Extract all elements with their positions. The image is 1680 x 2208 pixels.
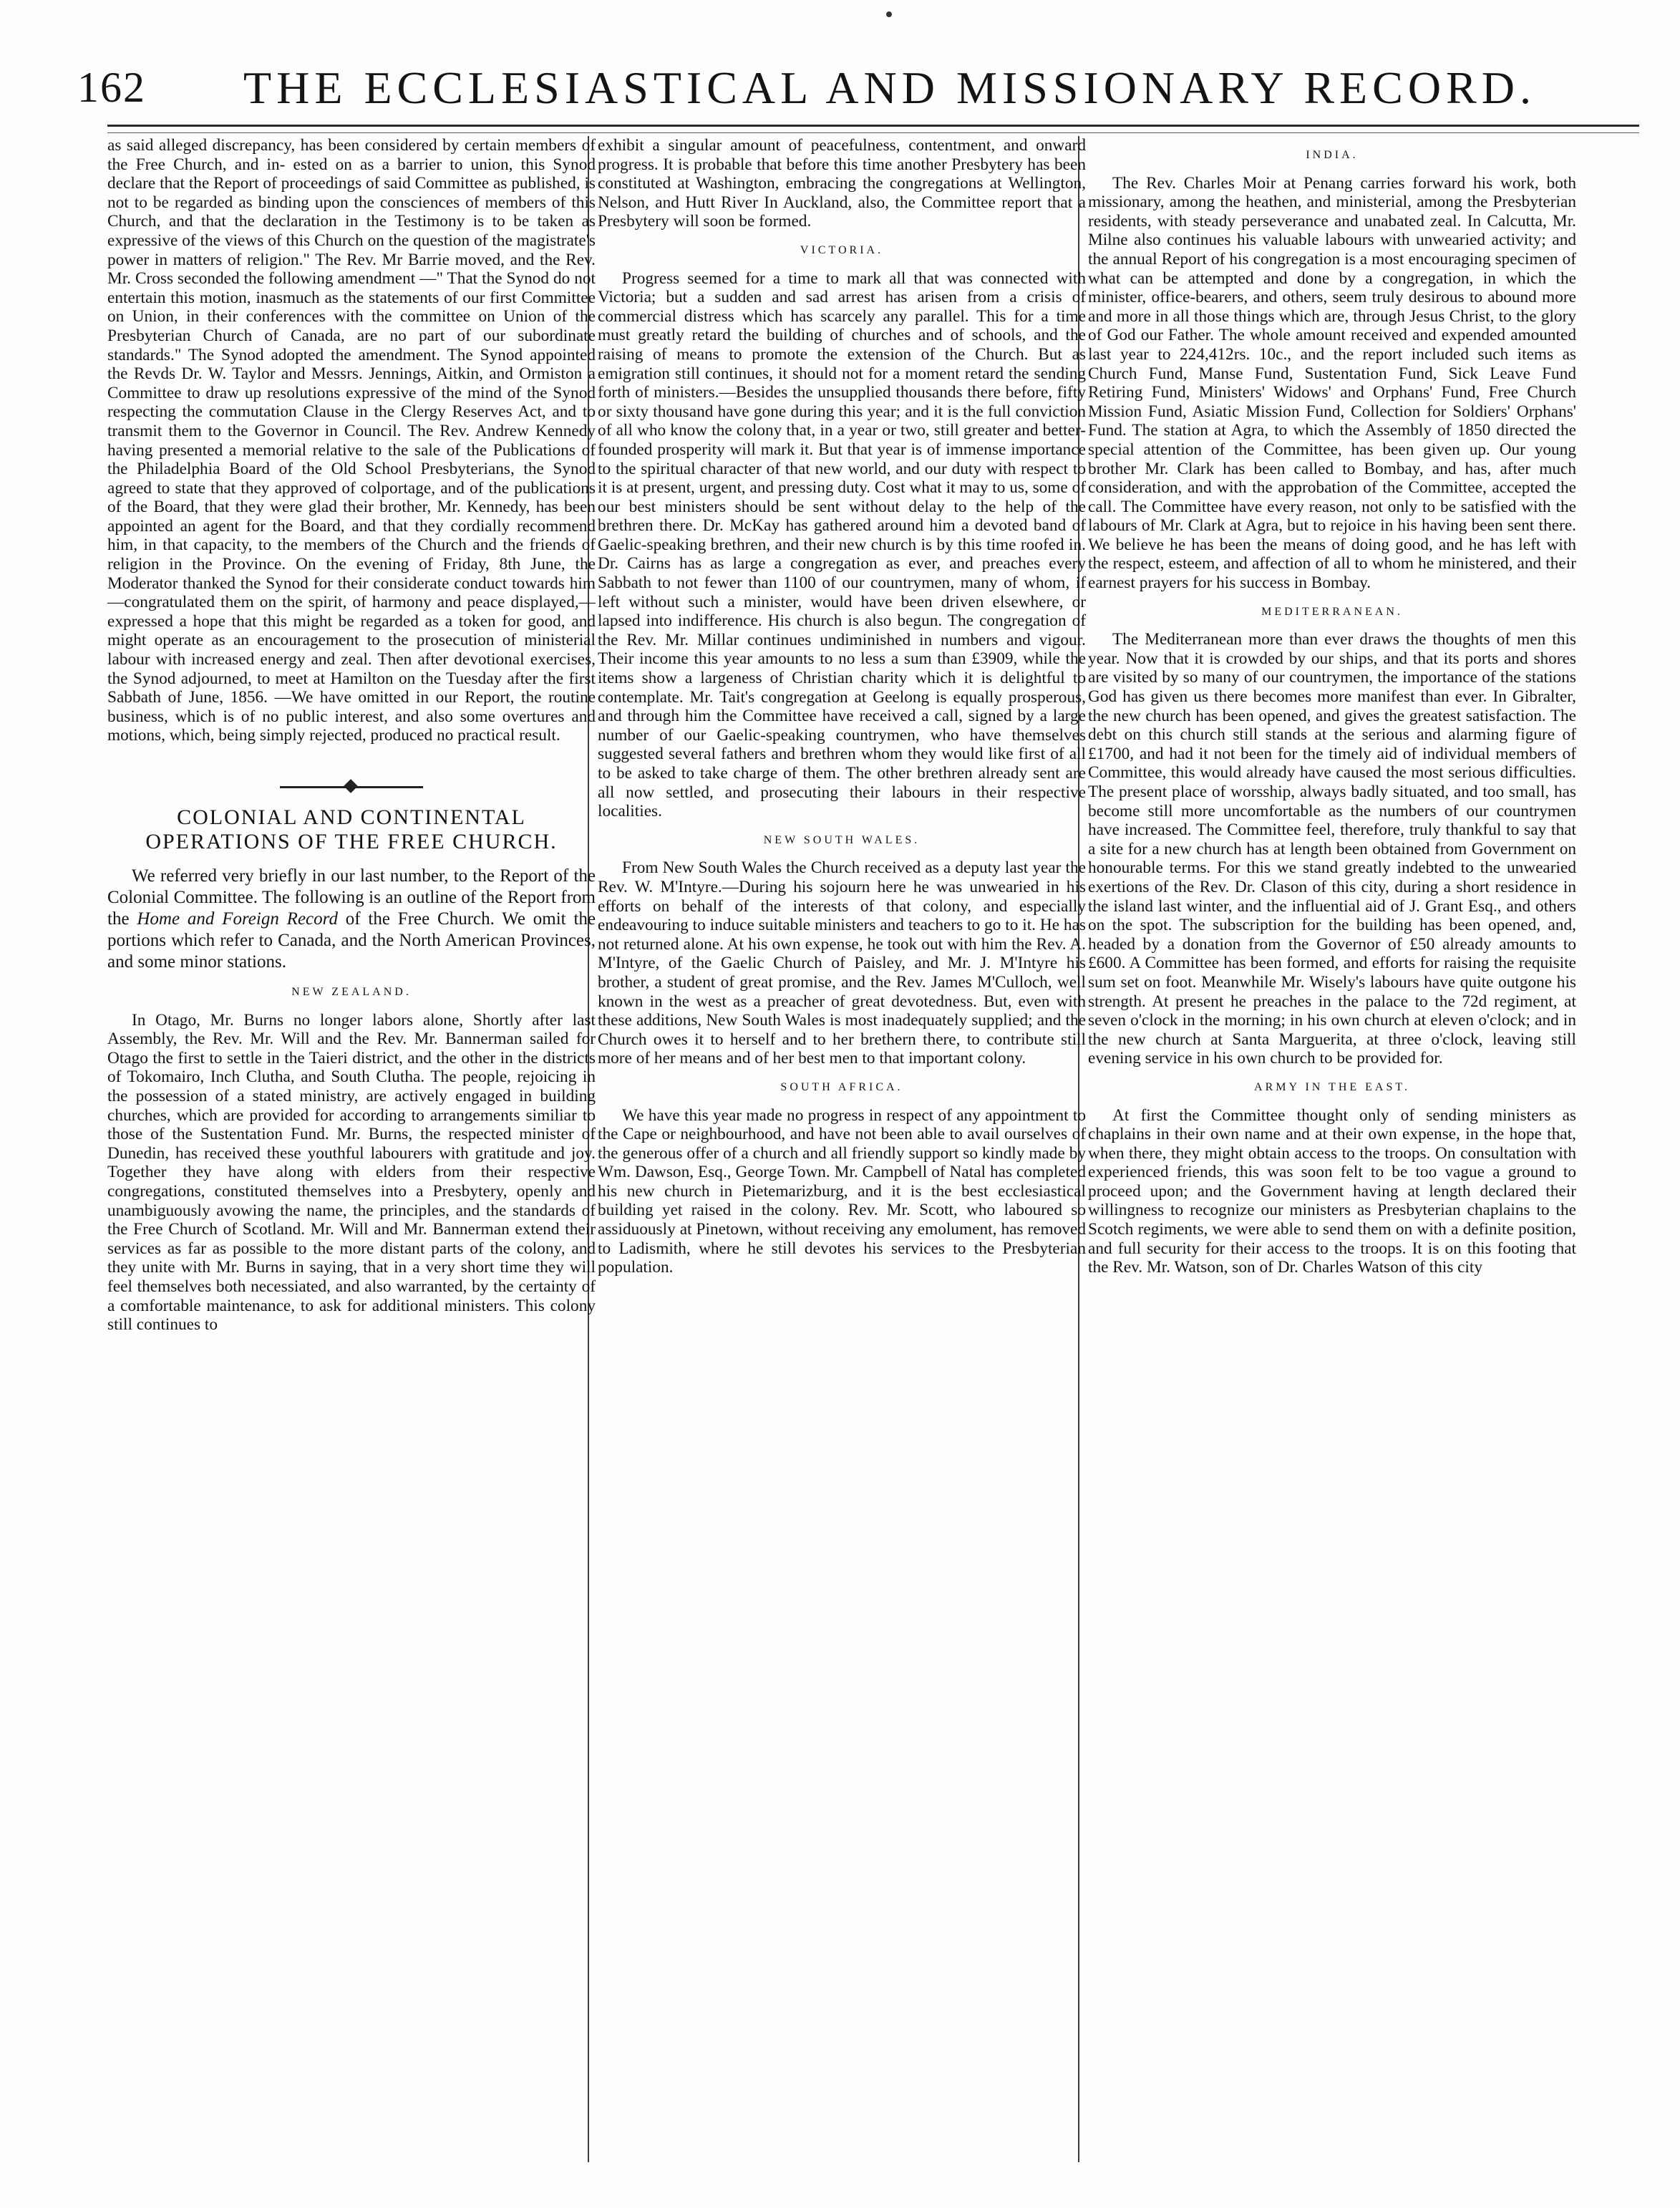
column-middle [598,136,1086,2176]
column-right [1088,136,1576,2176]
article-lead [107,866,596,973]
lead-text: We referred very briefly in our last number, to the Report of the Colonial Committee. The following is an outline of the Report from the [107,866,596,929]
article-paragraph: Progress seemed for a time to mark all that was connected with Victoria; but a sudden and sad arrest has arisen from a crisis of commercial distress which has scarcely any parallel. This for a time must greatly retard the building of churches and of schools, and the raising of means to promote the extension of the Church. But as emigration still continues, it should not for a moment retard the sending forth of ministers.—Besides the unsupplied thousands there before, fifty or sixty thousand have gone during this year; and it is the full conviction of all who know the colony that, in a year or two, still greater and better-founded prosperity will mark it. But that year is of immense importance to the spiritual character of that new world, and our duty with respect to it is at present, urgent, and pressing duty. Cost what it may to us, some of our best ministers should be sent without delay to the help of the brethren there. Dr. McKay has gathered around him a devoted band of Gaelic-speaking brethren, and their new church is by this time roofed in. Dr. Cairns has as large a congregation as ever, and preaches every Sabbath to not fewer than 1100 of our countrymen, many of whom, if left without such a minister, would have been driven elsewhere, or lapsed into indifference. His church is also begun. The congregation of the Rev. Mr. Millar continues undiminished in numbers and vigour. Their income this year amounts to no less a sum than £3909, while the items show a largeness of Christian charity which it is delightful to contemplate. Mr. Tait's congregation at Geelong is equally prosperous, and through him the Committee have received a call, signed by a large number of our Gaelic-speaking countrymen, who have themselves suggested several fathers and brethren whom they would like first of all to be asked to take charge of them. The other brethren already sent are all now settled, and prosecuting their labours in their respective localities. [598,268,1086,821]
running-title: THE ECCLESIASTICAL AND MISSIONARY RECORD. [243,62,1536,113]
article-paragraph: The Rev. Charles Moir at Penang carries forward his work, both missionary, among the heathen, and ministerial, among the Presbyterian residents, with steady perseverance and unabated zeal. In Calcutta, Mr. Milne also continues his valuable labours with unwearied activity; and the annual Report of his congregation is a most encouraging specimen of what can be attempted and done by a congregation, in which the minister, office-bearers, and others, seem truly desirous to abound more and more in all those things which are, through Jesus Christ, to the glory of God our Father. The whole amount received and expended amounted last year to 224,412rs. 10c., and the report included such items as Church Fund, Manse Fund, Sustentation Fund, Sick Leave Fund Retiring Fund, Ministers' Widows' and Orphans' Fund, Free Church Mission Fund, Asiatic Mission Fund, Collection for Soldiers' Orphans' Fund. The station at Agra, to which the Assembly of 1850 directed the special attention of the Committee, has been given up. Our young brother Mr. Clark has been called to Bombay, and has, after much consideration, and with the approbation of the Committee, accepted the call. The Committee have every reason, not only to be satisfied with the labours of Mr. Clark at Agra, but to rejoice in his having been sent there. We believe he has been the means of doing good, and he has left with the respect, esteem, and affection of all to whom he ministered, and their earnest prayers for his success in Bombay. [1088,173,1576,593]
lead-text: of the Free Church. We omit the portions which refer to Canada, and the North American Provinces, and some minor stations. [107,909,596,972]
article-paragraph: In Otago, Mr. Burns no longer labors alone, Shortly after last Assembly, the Rev. Mr. Will and the Rev. Mr. Bannerman sailed for Otago the first to settle in the Taieri district, and the other in the districts of Tokomairo, Inch Clutha, and South Clutha. The people, rejoicing in the possession of a stated ministry, are actively engaged in building churches, which are provided for according to arrangements similiar to those of the Sustentation Fund. Mr. Burns, the respected minister of Dunedin, has received these youthful labourers with gratitude and joy. Together they have along with elders from their respective congregations, constituted themselves into a Presbytery, openly and unambiguously avowing the name, the principles, and the standards of the Free Church of Scotland. Mr. Will and Mr. Bannerman extend their services as far as possible to the more distant parts of the colony, and they unite with Mr. Burns in saying, that in a very short time they will feel themselves both necessiated, and also warranted, by the certainty of a comfortable maintenance, to ask for additional ministers. This colony still continues to [107,1010,596,1335]
section-heading-india: INDIA. [1306,149,1359,161]
section-heading-new-zealand: NEW ZEALAND. [291,986,412,998]
section-ornament [280,780,423,794]
header-rule [107,125,1639,133]
section-heading-army-in-the-east: ARMY IN THE EAST. [1254,1080,1410,1093]
article-heading: COLONIAL AND CONTINENTAL OPERATIONS OF THE FREE CHURCH. [145,805,558,853]
section-heading-victoria: VICTORIA. [800,243,884,256]
article-paragraph: The Mediterranean more than ever draws the thoughts of men this year. Now that it is crowded by our ships, and that its ports and shores are visited by so many of our countrymen, the importance of the stations God has given us there becomes more manifest than ever. In Gibralter, the new church has been opened, and gives the greatest satisfaction. The debt on this church still stands at the serious and alarming figure of £1700, and had it not been for the timely aid of individual members of Committee, this would already have caused the most serious difficulties. The present place of worsship, always badly situated, and too small, has become still more uncomfortable as the numbers of our countrymen have increased. The Committee feel, therefore, truly thankful to say that a site for a new church has at length been obtained from Government on honourable terms. For this we stand greatly indebted to the unwearied exertions of the Rev. Dr. Clason of this city, during a short residence in the island last winter, and the influential aid of J. Grant Esq., and others on the spot. The subscription for the building has been opened, and, headed by a donation from the Governor of £50 already amounts to £600. A Committee has been formed, and efforts for raising the requisite sum set on foot. Meanwhile Mr. Wisely's labours have quite outgone his strength. At present he preaches in the palace to the 72d regiment, at seven o'clock in the morning; in his own church at eleven o'clock; and in the new church at Santa Marguerita, at three o'clock, leaving still evening service in his own church to be provided for. [1088,630,1576,1068]
lead-italic: Home and Foreign Record [137,909,338,929]
section-heading-south-africa: SOUTH AFRICA. [780,1080,903,1093]
article-paragraph: exhibit a singular amount of peacefulness, contentment, and onward progress. It is probable that before this time another Presbytery has been constituted at Washington, embracing the congregations at Wellington, Nelson, and Hutt River In Auckland, also, the Committee report that a Presbytery will soon be formed. [598,136,1086,231]
section-heading-mediterranean: MEDITERRANEAN. [1261,605,1403,618]
article-paragraph: We have this year made no progress in respect of any appointment to the Cape or neighbourhood, and have not been able to avail ourselves of the generous offer of a church and all friendly support so kindly made by Wm. Dawson, Esq., George Town. Mr. Campbell of Natal has completed his new church in Pietemarizburg, and it is the best ecclesiastical building yet raised in the colony. Rev. Mr. Scott, who laboured so assiduously at Pinetown, without receiving any emolument, has removed to Ladismith, where he still devotes his services to the Presbyterian population. [598,1105,1086,1277]
ink-dot [886,11,892,17]
page-header [77,56,1638,125]
ornament-diamond [344,779,358,793]
article-paragraph: as said alleged discrepancy, has been considered by certain members of the Free Church, and in- ested on as a barrier to union, this Synod declare that the Report of proceedings of said Committee as published, is not to be regarded as binding upon the consciences of members of this Church, and that the declaration in the Testimony is to be taken as expressive of the views of this Church on the question of the magistrate's power in matters of religion." The Rev. Mr Barrie moved, and the Rev. Mr. Cross seconded the following amendment —" That the Synod do not entertain this motion, inasmuch as the statements of our first Committee on Union, in their conferences with the committee on Union of the Presbyterian Church of Canada, are no part of our subordinate standards." The Synod adopted the amendment. The Synod appointed the Revds Dr. W. Taylor and Messrs. Jennings, Aitkin, and Ormiston a Committee to draw up resolutions expressive of the mind of the Synod respecting the commutation Clause in the Clergy Reserves Act, and to transmit them to the Governor in Council. The Rev. Andrew Kennedy having presented a memorial relative to the sale of the Publications of the Philadelphia Board of the Old School Presbyterians, the Synod agreed to state that they approved of colportage, and of the publications of the Board, that they were glad their brother, Mr. Kennedy, has been appointed an agent for the Board, and that they cordially recommend him, in that capacity, to the members of the Church and the friends of religion in the Province. On the evening of Friday, 8th June, the Moderator thanked the Synod for their considerate conduct towards him—congratulated them on the spirit, of harmony and peace displayed,—expressed a hope that this might be regarded as a token for good, and might operate as an encouragement to the prosecution of ministerial labour with increased energy and zeal. Then after devotional exercises, the Synod adjourned, to meet at Hamilton on the Tuesday after the first Sabbath of June, 1856. —We have omitted in our Report, the routine business, which is of no public interest, and also some overtures and motions, which, being simply rejected, produced no practical result. [107,136,596,745]
section-heading-new-south-wales: NEW SOUTH WALES. [763,833,921,846]
page-number: 162 [77,64,146,111]
lead-paragraph [107,866,596,973]
article-paragraph: From New South Wales the Church received as a deputy last year the Rev. W. M'Intyre.—During his sojourn here he was unwearied in his efforts on behalf of the interests of that colony, and especially endeavouring to induce suitable ministers and teachers to go to it. He has not returned alone. At his own expense, he took out with him the Rev. A. M'Intyre, of the Gaelic Church of Paisley, and Mr. J. M'Intyre his brother, a student of great promise, and the Rev. James M'Culloch, well known in the west as a preacher of great devotedness. But, even with these additions, New South Wales is most inadequately supplied; and the Church owes it to herself and to her brethern there, to contribute still more of her means and of her best men to that important colony. [598,858,1086,1068]
article-paragraph: At first the Committee thought only of sending ministers as chaplains in their own name and at their own expense, in the hope that, when there, they might obtain access to the troops. On consultation with experienced friends, this was soon felt to be too vague a ground to proceed upon; and the Government having at length declared their willingness to recognize our ministers as Presbyterian chaplains to the Scotch regiments, we were able to send them on with a definite position, and full security for their access to the troops. It is on this footing that the Rev. Mr. Watson, son of Dr. Charles Watson of this city [1088,1105,1576,1277]
column-left [107,136,596,2176]
